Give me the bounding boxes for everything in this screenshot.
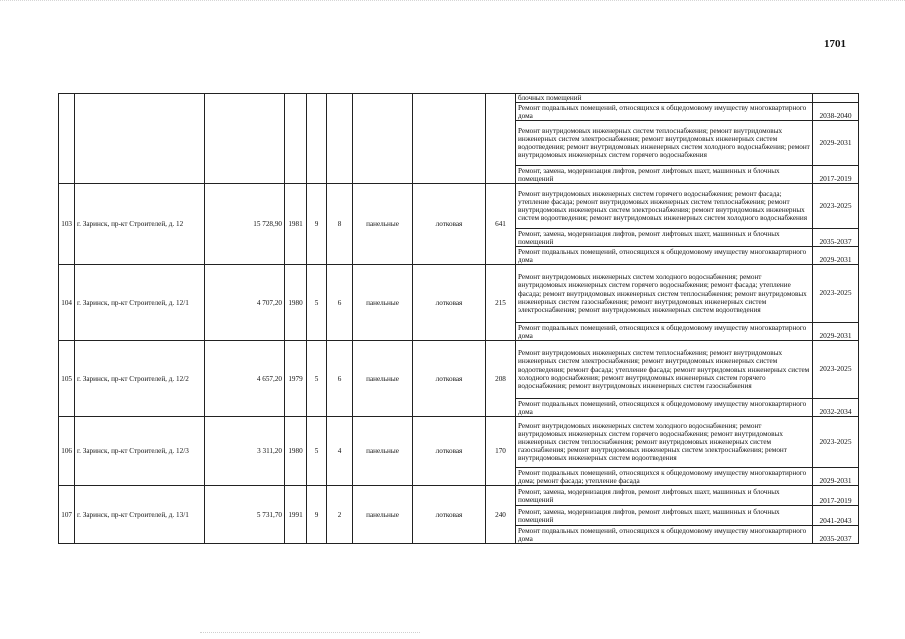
floors-cell: 9 [307,486,327,544]
period-cell: 2041-2043 [813,506,859,526]
address-cell: г. Заринск, пр-кт Строителей, д. 12 [75,184,205,265]
work-description-cell: Ремонт, замена, модернизация лифтов, ремонт лифтовых шахт, машинных и блочных помещений [516,229,813,247]
work-description-cell: Ремонт подвальных помещений, относящихся к общедомовому имуществу многоквартирного дома [516,323,813,341]
floors-cell: 5 [307,417,327,486]
residents-cell [486,94,516,184]
floors-cell: 5 [307,265,327,341]
period-cell: 2029-2031 [813,247,859,265]
area-cell: 15 728,90 [205,184,285,265]
table-row [59,184,859,229]
entrances-cell: 6 [327,341,353,417]
walls-cell: панельные [353,184,413,265]
residents-cell: 240 [486,486,516,544]
row-number: 104 [59,265,75,341]
work-description-cell: блочных помещений [516,94,813,103]
address-cell [75,94,205,184]
entrances-cell: 2 [327,486,353,544]
roof-cell: лотковая [413,486,486,544]
page-number: 1701 [824,38,846,50]
row-number [59,94,75,184]
work-description-cell: Ремонт, замена, модернизация лифтов, ремонт лифтовых шахт, машинных и блочных помещений [516,506,813,526]
row-number: 106 [59,417,75,486]
work-description-cell: Ремонт внутридомовых инженерных систем теплоснабжения; ремонт внутридомовых инженерных систем электроснабжения; ремонт внутридомовых инженерных систем водоотведения; ремонт внутридомовых инженерных систем холодного водоснабжения; ремонт внутридомовых инженерных систем горячего водоснабжения [516,121,813,166]
table-row [59,486,859,506]
walls-cell: панельные [353,417,413,486]
residents-cell: 170 [486,417,516,486]
table-row [59,265,859,323]
roof-cell: лотковая [413,184,486,265]
year-cell: 1980 [285,417,307,486]
area-cell: 4 657,20 [205,341,285,417]
entrances-cell: 6 [327,265,353,341]
walls-cell: панельные [353,341,413,417]
period-cell: 2038-2040 [813,103,859,121]
row-number: 105 [59,341,75,417]
table-body [59,94,859,544]
table-row [59,94,859,103]
address-cell: г. Заринск, пр-кт Строителей, д. 13/1 [75,486,205,544]
walls-cell: панельные [353,486,413,544]
period-cell [813,94,859,103]
area-cell [205,94,285,184]
period-cell: 2017-2019 [813,166,859,184]
floors-cell: 9 [307,184,327,265]
period-cell: 2023-2025 [813,417,859,468]
period-cell: 2023-2025 [813,265,859,323]
period-cell: 2023-2025 [813,184,859,229]
walls-cell [353,94,413,184]
residents-cell: 215 [486,265,516,341]
repair-schedule-table [58,93,859,544]
period-cell: 2017-2019 [813,486,859,506]
roof-cell [413,94,486,184]
period-cell: 2032-2034 [813,399,859,417]
work-description-cell: Ремонт внутридомовых инженерных систем горячего водоснабжения; ремонт фасада; утепление фасада; ремонт внутридомовых инженерных систем теплоснабжения; ремонт внутридомовых инженерных систем электроснабжения; ремонт внутридомовых инженерных систем водоотведения; ремонт внутридомовых инженерных систем холодного водоснабжения [516,184,813,229]
walls-cell: панельные [353,265,413,341]
table-row [59,417,859,468]
area-cell: 4 707,20 [205,265,285,341]
year-cell: 1991 [285,486,307,544]
work-description-cell: Ремонт внутридомовых инженерных систем холодного водоснабжения; ремонт внутридомовых инженерных систем горячего водоснабжения; ремонт внутридомовых инженерных систем теплоснабжения; ремонт внутридомовых инженерных систем газоснабжения; ремонт внутридомовых инженерных систем электроснабжения; ремонт внутридомовых инженерных систем водоотведения [516,417,813,468]
work-description-cell: Ремонт внутридомовых инженерных систем теплоснабжения; ремонт внутридомовых инженерных систем электроснабжения; ремонт внутридомовых инженерных систем водоотведения; ремонт фасада; утепление фасада; ремонт внутридомовых инженерных систем холодного водоснабжения; ремонт внутридомовых инженерных систем горячего водоснабжения; ремонт внутридомовых инженерных систем газоснабжения [516,341,813,399]
area-cell: 3 311,20 [205,417,285,486]
address-cell: г. Заринск, пр-кт Строителей, д. 12/2 [75,341,205,417]
table-row [59,341,859,399]
period-cell: 2023-2025 [813,341,859,399]
work-description-cell: Ремонт внутридомовых инженерных систем холодного водоснабжения; ремонт внутридомовых инженерных систем горячего водоснабжения; ремонт фасада; утепление фасада; ремонт внутридомовых инженерных систем теплоснабжения; ремонт внутридомовых инженерных систем газоснабжения; ремонт внутридомовых инженерных систем электроснабжения; ремонт внутридомовых инженерных систем водоотведения [516,265,813,323]
period-cell: 2035-2037 [813,526,859,544]
work-description-cell: Ремонт подвальных помещений, относящихся к общедомовому имуществу многоквартирного дома [516,103,813,121]
year-cell: 1980 [285,265,307,341]
period-cell: 2029-2031 [813,323,859,341]
area-cell: 5 731,70 [205,486,285,544]
work-description-cell: Ремонт подвальных помещений, относящихся к общедомовому имуществу многоквартирного дома [516,399,813,417]
roof-cell: лотковая [413,341,486,417]
scan-artifact-bottom [200,632,420,634]
floors-cell [307,94,327,184]
roof-cell: лотковая [413,417,486,486]
period-cell: 2035-2037 [813,229,859,247]
scan-artifact-top [0,0,905,9]
work-description-cell: Ремонт подвальных помещений, относящихся к общедомовому имуществу многоквартирного дома [516,526,813,544]
work-description-cell: Ремонт, замена, модернизация лифтов, ремонт лифтовых шахт, машинных и блочных помещений [516,486,813,506]
row-number: 107 [59,486,75,544]
work-description-cell: Ремонт, замена, модернизация лифтов, ремонт лифтовых шахт, машинных и блочных помещений [516,166,813,184]
year-cell [285,94,307,184]
row-number: 103 [59,184,75,265]
year-cell: 1979 [285,341,307,417]
address-cell: г. Заринск, пр-кт Строителей, д. 12/1 [75,265,205,341]
address-cell: г. Заринск, пр-кт Строителей, д. 12/3 [75,417,205,486]
entrances-cell [327,94,353,184]
work-description-cell: Ремонт подвальных помещений, относящихся к общедомовому имуществу многоквартирного дома; ремонт фасада; утепление фасада [516,468,813,486]
floors-cell: 5 [307,341,327,417]
residents-cell: 208 [486,341,516,417]
entrances-cell: 8 [327,184,353,265]
residents-cell: 641 [486,184,516,265]
work-description-cell: Ремонт подвальных помещений, относящихся к общедомовому имуществу многоквартирного дома [516,247,813,265]
entrances-cell: 4 [327,417,353,486]
period-cell: 2029-2031 [813,121,859,166]
roof-cell: лотковая [413,265,486,341]
period-cell: 2029-2031 [813,468,859,486]
year-cell: 1981 [285,184,307,265]
